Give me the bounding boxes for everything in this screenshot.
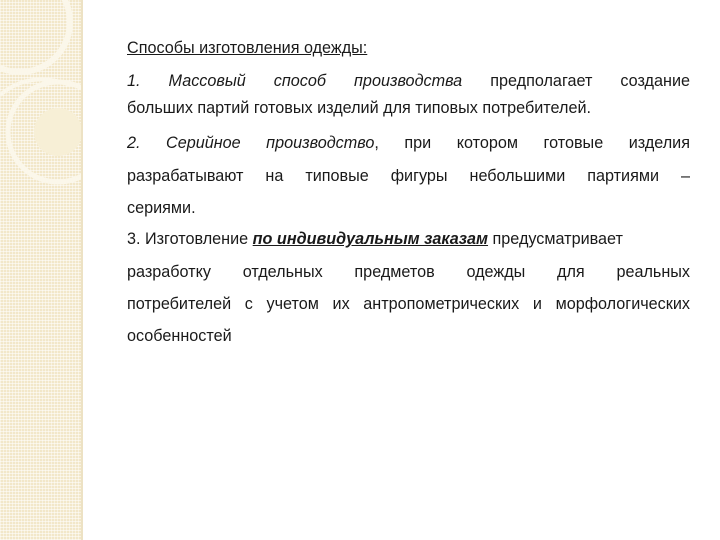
- item1-term: Массовый способ производства: [168, 72, 463, 90]
- item2-line2: [127, 166, 690, 186]
- item3-line4: [127, 326, 232, 346]
- item3-lead: 3. Изготовление: [127, 230, 253, 248]
- band-divider: [81, 0, 83, 540]
- item2-line3: [127, 198, 196, 218]
- item1-line1: [127, 71, 690, 91]
- item1-line2: [127, 98, 591, 118]
- item1-number: 1.: [127, 72, 141, 90]
- item1-text: предполагает создание: [490, 72, 690, 90]
- item3-term: по индивидуальным заказам: [252, 230, 489, 248]
- item3-text-cont: разработку отдельных предметов одежды для реальных: [127, 263, 690, 281]
- item3-text: предусматривает: [488, 230, 623, 248]
- item3-line1: [127, 229, 623, 249]
- item3-line2: [127, 262, 690, 282]
- item1-text-cont: больших партий готовых изделий для типовых потребителей.: [127, 99, 591, 117]
- heading-line: [127, 38, 367, 58]
- item3-text-end: особенностей: [127, 327, 232, 345]
- slide-heading: Способы изготовления одежды:: [127, 39, 368, 57]
- item3-text-cont2: потребителей с учетом их антропометрических и морфологических: [127, 295, 690, 313]
- item2-number: 2.: [127, 134, 141, 152]
- item2-line1: [127, 133, 690, 153]
- decorative-side-band: [0, 0, 81, 540]
- ornament-circles: [0, 0, 81, 540]
- item2-term: Серийное производство: [166, 134, 375, 152]
- item2-text-end: сериями.: [127, 199, 196, 217]
- item3-line3: [127, 294, 690, 314]
- item2-text-cont: разрабатывают на типовые фигуры небольшими партиями –: [127, 167, 690, 185]
- item2-text: , при котором готовые изделия: [374, 134, 690, 152]
